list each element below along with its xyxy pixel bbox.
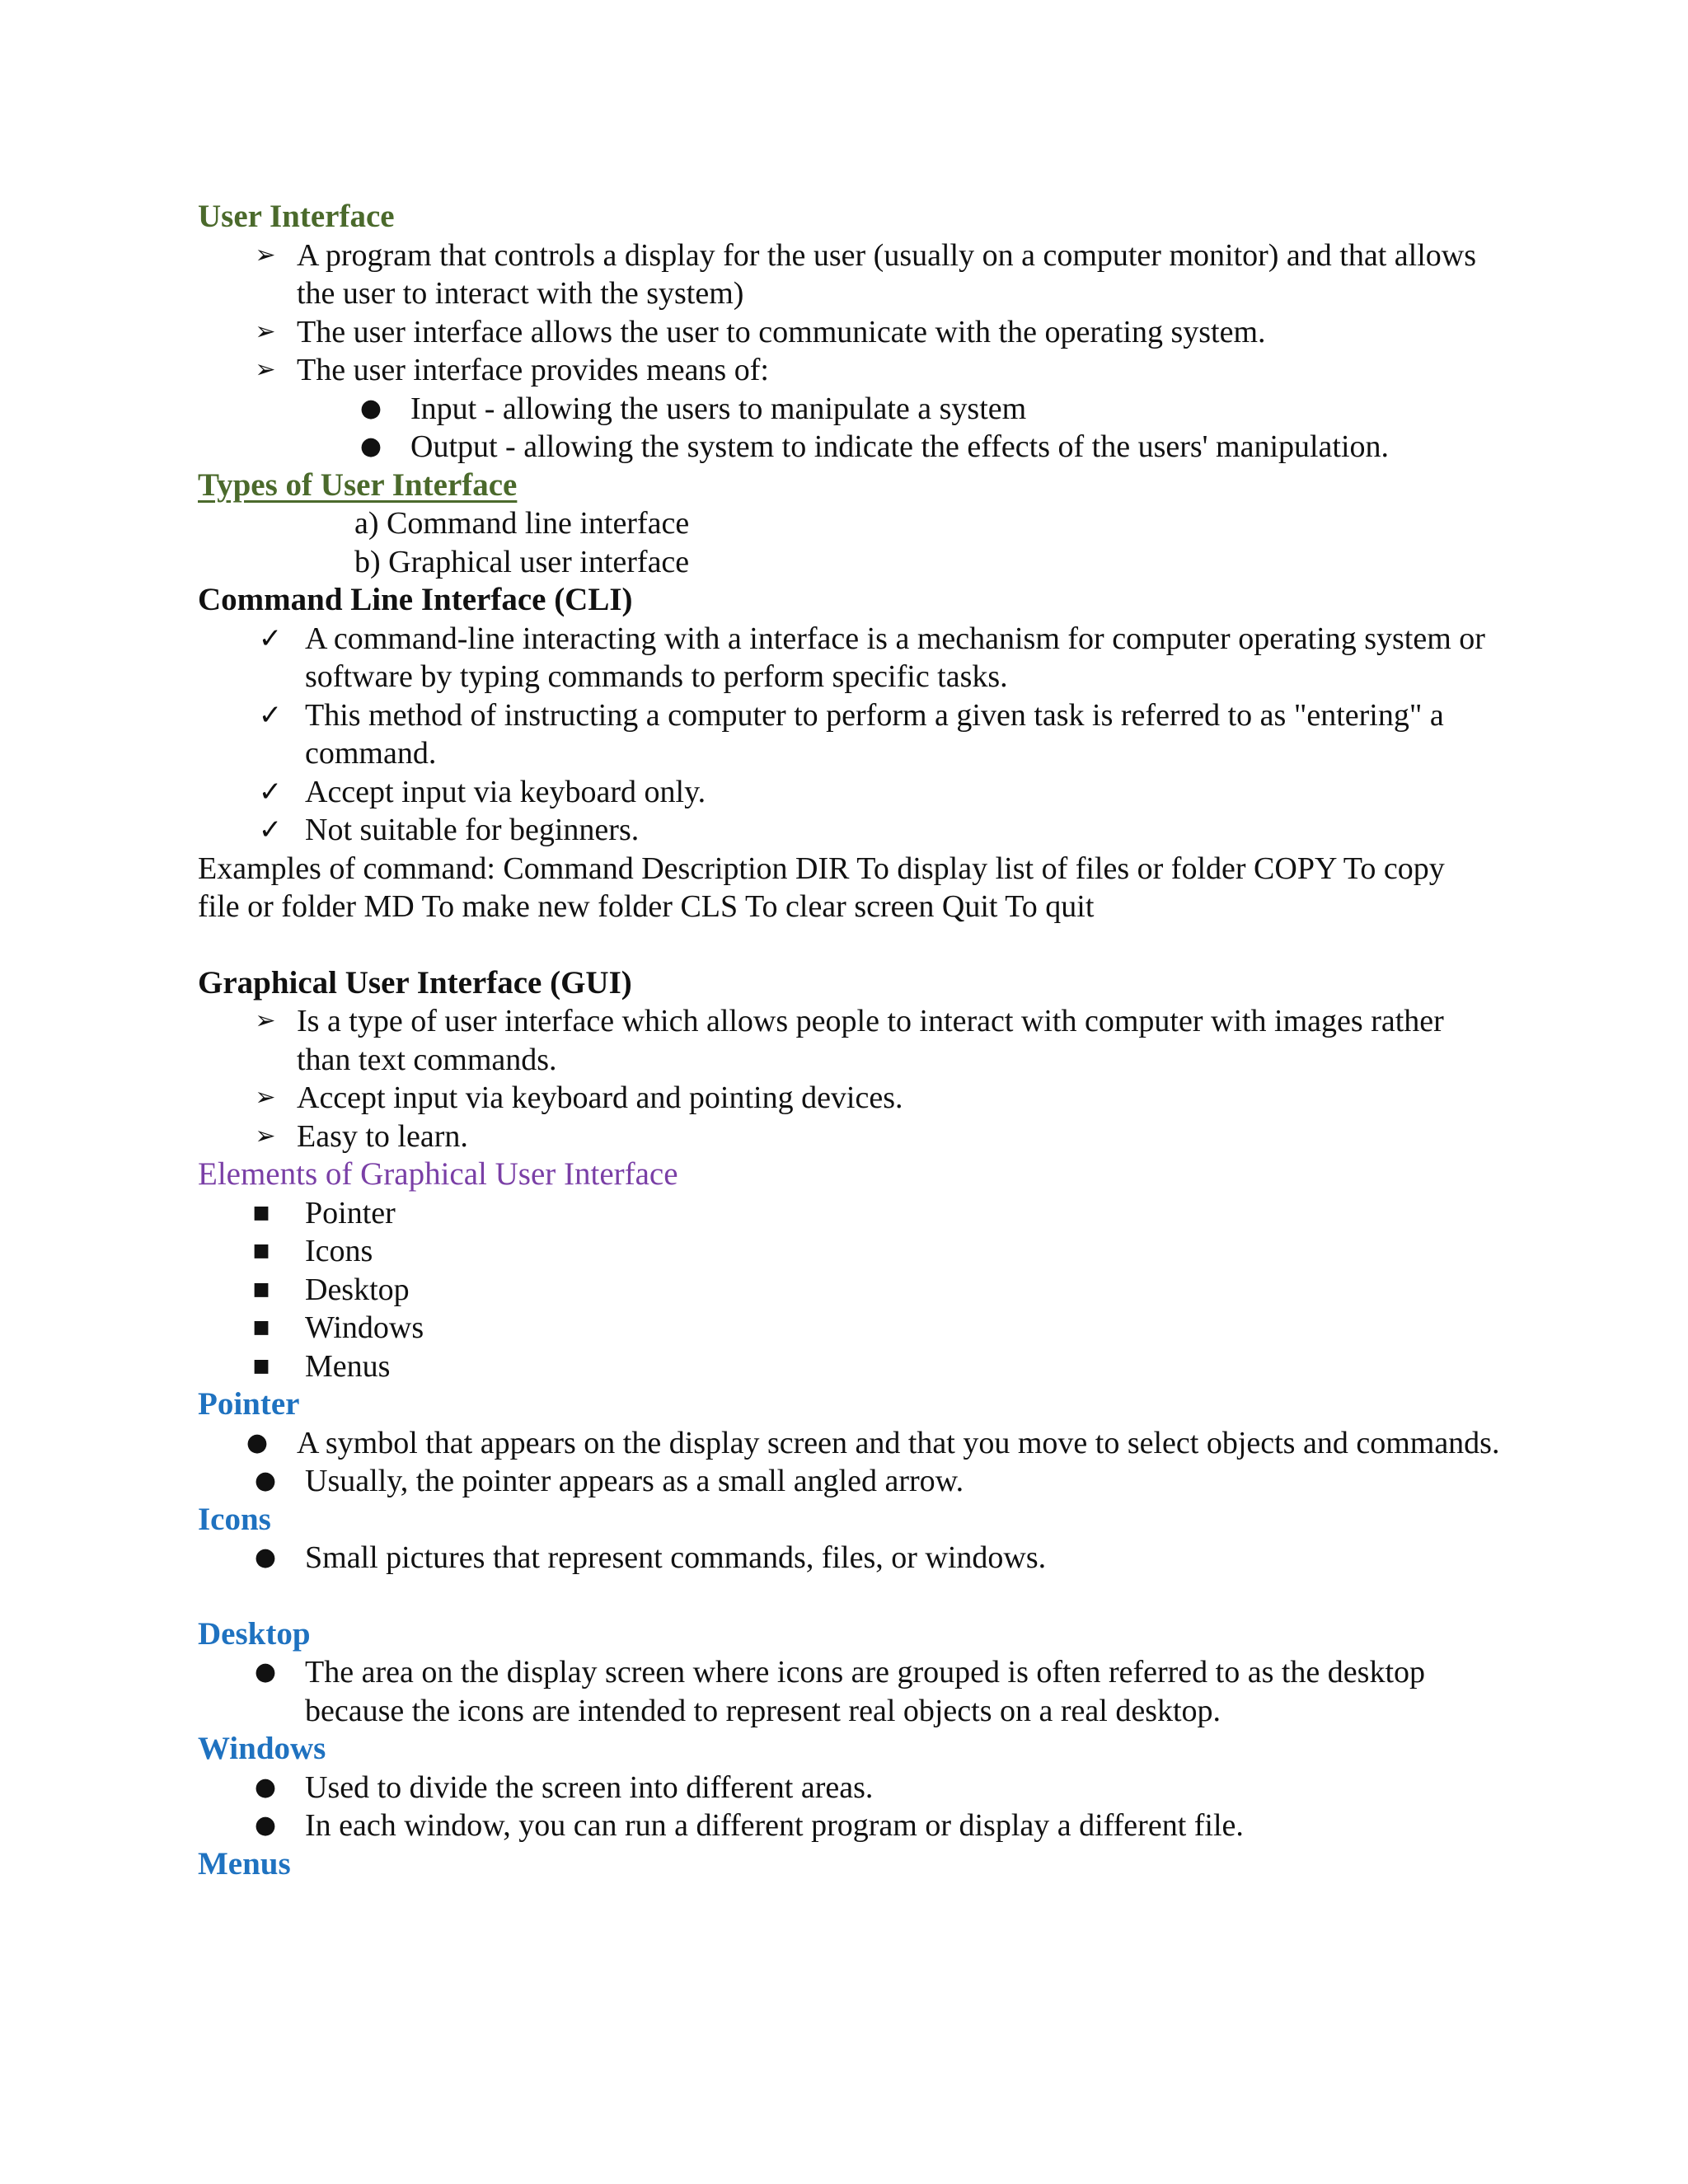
list-item: ■ Pointer bbox=[198, 1194, 1500, 1233]
square-bullet-icon: ■ bbox=[252, 1355, 270, 1376]
dot-bullet-icon: ● bbox=[359, 432, 382, 461]
dot-bullet-icon: ● bbox=[254, 1466, 277, 1495]
checkmark-bullet-icon: ✓ bbox=[258, 698, 283, 732]
checkmark-bullet-icon: ✓ bbox=[258, 775, 283, 808]
arrowhead-bullet-icon: ➢ bbox=[255, 355, 276, 384]
list-item: ➢ Easy to learn. bbox=[198, 1118, 1500, 1156]
list-item: ■ Desktop bbox=[198, 1271, 1500, 1310]
list-item: a) Command line interface bbox=[354, 506, 690, 541]
arrowhead-bullet-icon: ➢ bbox=[255, 1121, 276, 1151]
user-interface-heading: User Interface bbox=[198, 199, 395, 234]
list-item: ➢ Is a type of user interface which allows people to interact with computer with images rather than text commands. bbox=[198, 1002, 1500, 1079]
list-item: ■ Icons bbox=[198, 1232, 1500, 1271]
dot-bullet-icon: ● bbox=[359, 393, 382, 423]
desktop-heading: Desktop bbox=[198, 1615, 311, 1652]
square-bullet-icon: ■ bbox=[252, 1240, 270, 1261]
windows-heading: Windows bbox=[198, 1731, 326, 1766]
list-item: b) Graphical user interface bbox=[354, 544, 690, 579]
spacer bbox=[198, 1577, 1500, 1615]
cli-examples-paragraph: Examples of command: Command Description DIR To display list of files or folder COPY To copy file or folder MD To make new folder CLS To clear screen Quit To quit bbox=[198, 851, 1445, 924]
list-item: ● A symbol that appears on the display screen and that you move to select objects and commands. bbox=[198, 1424, 1500, 1463]
list-item: ✓ Accept input via keyboard only. bbox=[198, 773, 1500, 812]
list-item: ■ Menus bbox=[198, 1347, 1500, 1386]
pointer-heading: Pointer bbox=[198, 1386, 300, 1422]
arrowhead-bullet-icon: ➢ bbox=[255, 316, 276, 346]
list-item: ● Used to divide the screen into different areas. bbox=[198, 1769, 1500, 1807]
list-item: ➢ The user interface provides means of: bbox=[198, 351, 1500, 390]
dot-bullet-icon: ● bbox=[254, 1657, 277, 1686]
dot-bullet-icon: ● bbox=[254, 1772, 277, 1802]
list-item: ➢ A program that controls a display for the user (usually on a computer monitor) and that allows the user to interact with the system) bbox=[198, 237, 1500, 313]
list-item: ➢ The user interface allows the user to communicate with the operating system. bbox=[198, 313, 1500, 352]
menus-heading: Menus bbox=[198, 1845, 291, 1882]
cli-heading: Command Line Interface (CLI) bbox=[198, 582, 633, 617]
spacer bbox=[198, 926, 1500, 964]
document-body bbox=[198, 198, 1500, 1883]
elements-heading: Elements of Graphical User Interface bbox=[198, 1156, 678, 1192]
square-bullet-icon: ■ bbox=[252, 1278, 270, 1300]
list-item: ✓ A command-line interacting with a interface is a mechanism for computer operating system or software by typing commands to perform specific tasks. bbox=[198, 620, 1500, 696]
list-item: ✓ Not suitable for beginners. bbox=[198, 811, 1500, 850]
square-bullet-icon: ■ bbox=[252, 1202, 270, 1223]
list-item: ■ Windows bbox=[198, 1309, 1500, 1347]
list-item: ➢ Accept input via keyboard and pointing devices. bbox=[198, 1079, 1500, 1118]
dot-bullet-icon: ● bbox=[246, 1427, 269, 1457]
list-item: ● The area on the display screen where icons are grouped is often referred to as the desktop because the icons are intended to represent real objects on a real desktop. bbox=[198, 1653, 1500, 1730]
dot-bullet-icon: ● bbox=[254, 1543, 277, 1572]
list-item: ● Input - allowing the users to manipulate a system bbox=[198, 390, 1500, 429]
list-item: ✓ This method of instructing a computer to perform a given task is referred to as "entering" a command. bbox=[198, 696, 1500, 773]
list-item: ● In each window, you can run a different program or display a different file. bbox=[198, 1807, 1500, 1845]
list-item: ● Small pictures that represent commands, files, or windows. bbox=[198, 1539, 1500, 1577]
list-item: ● Output - allowing the system to indicate the effects of the users' manipulation. bbox=[198, 428, 1500, 466]
dot-bullet-icon: ● bbox=[254, 1811, 277, 1840]
square-bullet-icon: ■ bbox=[252, 1317, 270, 1338]
arrowhead-bullet-icon: ➢ bbox=[255, 240, 276, 269]
checkmark-bullet-icon: ✓ bbox=[258, 813, 283, 846]
types-heading: Types of User Interface bbox=[198, 466, 518, 503]
icons-heading: Icons bbox=[198, 1501, 271, 1537]
arrowhead-bullet-icon: ➢ bbox=[255, 1083, 276, 1112]
list-item: ● Usually, the pointer appears as a small angled arrow. bbox=[198, 1462, 1500, 1501]
checkmark-bullet-icon: ✓ bbox=[258, 621, 283, 655]
gui-heading: Graphical User Interface (GUI) bbox=[198, 964, 632, 1001]
arrowhead-bullet-icon: ➢ bbox=[255, 1006, 276, 1035]
